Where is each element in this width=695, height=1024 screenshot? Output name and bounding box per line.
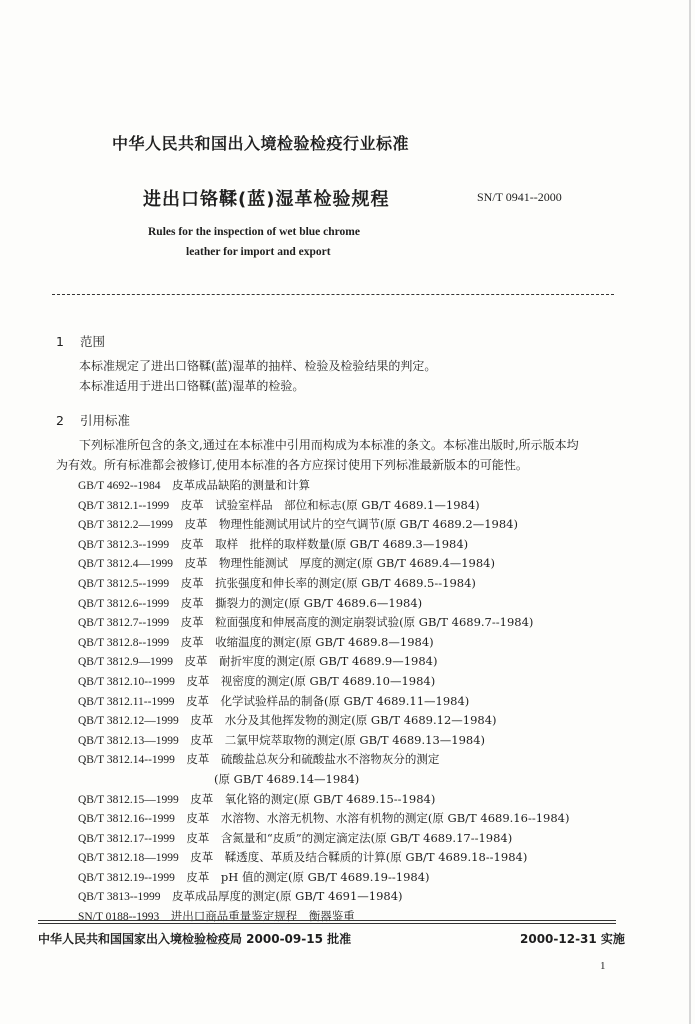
reference-item [78, 887, 569, 907]
reference-title: 皮革 pH 值的测定(原 GB/T 4689.19--1984) [186, 869, 430, 884]
reference-code: QB/T 3812.19--1999 [78, 871, 175, 884]
reference-title: 皮革成品缺陷的测量和计算 [172, 478, 311, 492]
implementation-date: 2000-12-31 实施 [520, 932, 625, 946]
reference-code: QB/T 3812.7--1999 [78, 617, 170, 630]
reference-title: 皮革 化学试验样品的制备(原 GB/T 4689.11—1984) [185, 693, 470, 708]
reference-item [78, 770, 569, 790]
english-title-line-2: leather for import and export [186, 246, 331, 258]
reference-title: 皮革 水溶物、水溶无机物、水溶有机物的测定(原 GB/T 4689.16--1984) [186, 811, 570, 826]
reference-code: QB/T 3812.2—1999 [78, 519, 173, 532]
reference-code: QB/T 3812.16--1999 [78, 813, 175, 826]
reference-item [78, 613, 569, 633]
reference-code: QB/T 3812.6--1999 [78, 597, 170, 610]
reference-title: 皮革 鞣透度、革质及结合鞣质的计算(原 GB/T 4689.18--1984) [190, 850, 528, 865]
page-number: 1 [600, 960, 606, 972]
section-1-number: 1 [56, 334, 64, 349]
reference-title: 皮革 视密度的测定(原 GB/T 4689.10—1984) [186, 673, 436, 688]
reference-code: QB/T 3812.18—1999 [78, 852, 179, 865]
reference-item [78, 574, 569, 594]
standard-code: SN/T 0941--2000 [477, 190, 562, 204]
reference-item [78, 868, 569, 888]
reference-title: 皮革 抗张强度和伸长率的测定(原 GB/T 4689.5--1984) [180, 575, 476, 590]
reference-title: 皮革 试验室样品 部位和标志(原 GB/T 4689.1—1984) [180, 497, 480, 512]
reference-code: QB/T 3812.11--1999 [78, 695, 175, 708]
issue-date-approval: 中华人民共和国国家出入境检验检疫局 2000-09-15 批准 [38, 932, 352, 946]
section-1-paragraph-2: 本标准适用于进出口铬鞣(蓝)湿革的检验。 [79, 379, 305, 393]
reference-item [78, 672, 569, 692]
reference-title: 皮革成品厚度的测定(原 GB/T 4691—1984) [172, 889, 403, 904]
english-title-line-1: Rules for the inspection of wet blue chrome [148, 226, 360, 238]
section-1-title: 范围 [79, 334, 105, 349]
reference-title: 皮革 撕裂力的测定(原 GB/T 4689.6—1984) [180, 595, 423, 610]
reference-item [78, 496, 569, 516]
reference-code: QB/T 3812.10--1999 [78, 675, 175, 688]
reference-code: QB/T 3812.5--1999 [78, 577, 170, 590]
reference-item [78, 750, 569, 770]
reference-code: QB/T 3812.9—1999 [78, 656, 173, 669]
reference-code: QB/T 3812.15—1999 [78, 793, 179, 806]
reference-title: 皮革 收缩温度的测定(原 GB/T 4689.8—1984) [180, 634, 434, 649]
reference-code: QB/T 3812.17--1999 [78, 832, 175, 845]
reference-code: QB/T 3812.13—1999 [78, 734, 179, 747]
section-1-heading [56, 332, 105, 350]
reference-item [78, 848, 569, 868]
reference-title: 皮革 物理性能测试 厚度的测定(原 GB/T 4689.4—1984) [184, 556, 495, 571]
reference-title: 进出口商品重量鉴定规程 衡器鉴重 [170, 909, 355, 924]
reference-title: 皮革 取样 批样的取样数量(原 GB/T 4689.3—1984) [180, 536, 469, 551]
section-1-paragraph-1: 本标准规定了进出口铬鞣(蓝)湿革的抽样、检验及检验结果的判定。 [79, 359, 437, 373]
reference-title: 皮革 水分及其他挥发物的测定(原 GB/T 4689.12—1984) [190, 713, 497, 728]
reference-item [78, 652, 569, 672]
section-2-number: 2 [56, 413, 64, 428]
reference-title: 皮革 硫酸盐总灰分和硫酸盐水不溶物灰分的测定 [186, 752, 440, 767]
section-2-title: 引用标准 [79, 413, 130, 428]
section-2-intro-line-1: 下列标准所包含的条文,通过在本标准中引用而构成为本标准的条文。本标准出版时,所示版本均 [79, 438, 579, 452]
reference-title: 皮革 氧化铬的测定(原 GB/T 4689.15--1984) [190, 791, 436, 806]
reference-code: QB/T 3812.3--1999 [78, 538, 170, 551]
reference-item [78, 829, 569, 849]
reference-title: 皮革 粒面强度和伸展高度的测定崩裂试验(原 GB/T 4689.7--1984) [180, 615, 534, 630]
reference-item [78, 594, 569, 614]
page-edge-shadow [689, 0, 691, 1024]
document-title: 进出口铬鞣(蓝)湿革检验规程 [143, 189, 390, 210]
reference-title: 皮革 含氮量和“皮质”的测定滴定法(原 GB/T 4689.17--1984) [186, 830, 513, 845]
reference-title: (原 GB/T 4689.14—1984) [214, 771, 360, 786]
reference-title: 皮革 耐折牢度的测定(原 GB/T 4689.9—1984) [184, 654, 438, 669]
reference-item [78, 692, 569, 712]
reference-title: 皮革 物理性能测试用试片的空气调节(原 GB/T 4689.2—1984) [184, 517, 518, 532]
reference-item [78, 476, 569, 496]
standard-category-heading: 中华人民共和国出入境检验检疫行业标准 [112, 134, 410, 153]
reference-item [78, 633, 569, 653]
reference-title: 皮革 二氯甲烷萃取物的测定(原 GB/T 4689.13—1984) [190, 732, 486, 747]
reference-code: QB/T 3812.1--1999 [78, 499, 170, 512]
reference-item [78, 711, 569, 731]
reference-item [78, 535, 569, 555]
reference-code: QB/T 3812.14--1999 [78, 754, 175, 767]
header-divider [52, 294, 614, 295]
reference-code: SN/T 0188--1993 [78, 911, 160, 924]
reference-code: QB/T 3812.12—1999 [78, 715, 179, 728]
footer-divider-top [38, 920, 616, 921]
footer-divider-bottom [38, 923, 616, 924]
reference-code: QB/T 3812.8--1999 [78, 636, 170, 649]
reference-item [78, 790, 569, 810]
reference-item [78, 731, 569, 751]
reference-item [78, 809, 569, 829]
section-2-heading [56, 411, 130, 429]
section-2-intro-line-2: 为有效。所有标准都会被修订,使用本标准的各方应探讨使用下列标准最新版本的可能性。 [56, 458, 528, 472]
reference-code: QB/T 3813--1999 [78, 891, 161, 904]
reference-item [78, 554, 569, 574]
reference-item [78, 515, 569, 535]
reference-list [78, 476, 569, 927]
reference-code: QB/T 3812.4—1999 [78, 558, 173, 571]
reference-code: GB/T 4692--1984 [78, 480, 161, 492]
